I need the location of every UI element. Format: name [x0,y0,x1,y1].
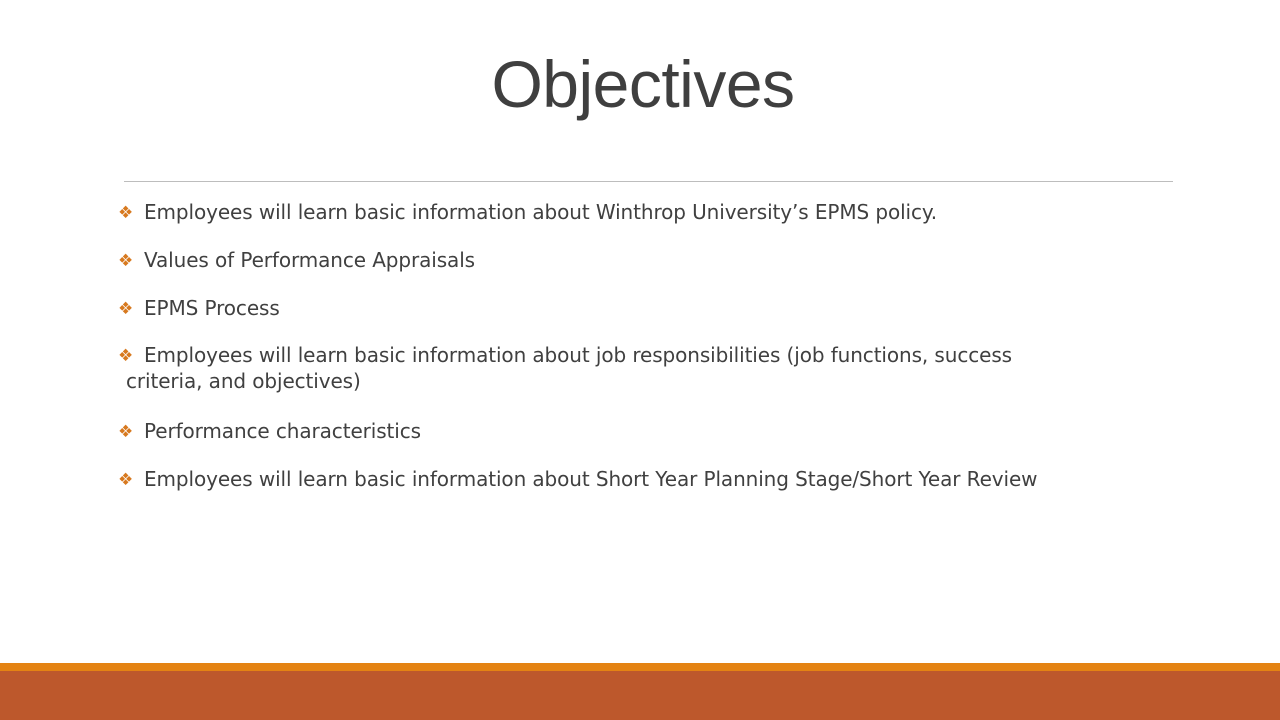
bullet-text: Employees will learn basic information about job responsibilities (job functions, success [144,343,1012,367]
bullet-text: EPMS Process [144,296,280,320]
bullet-text-continuation: criteria, and objectives) [126,369,361,393]
bullet-text: Performance characteristics [144,419,421,443]
bullet-icon: ❖ [118,422,134,442]
footer-band [0,671,1280,720]
bullet-icon: ❖ [118,251,134,271]
list-item [118,419,1178,445]
list-item [118,200,1178,226]
bullet-icon: ❖ [118,299,134,319]
bullet-text: Values of Performance Appraisals [144,248,475,272]
slide-title: Objectives [491,47,795,121]
list-item [118,467,1178,493]
list-item [118,248,1178,274]
list-item [118,343,1178,394]
bullet-text: Employees will learn basic information about Winthrop University’s EPMS policy. [144,200,938,224]
bullet-icon: ❖ [118,203,134,223]
bullet-icon: ❖ [118,470,134,490]
footer-accent-stripe [0,663,1280,671]
bullet-icon: ❖ [118,346,134,366]
list-item [118,296,1178,322]
bullet-text: Employees will learn basic information about Short Year Planning Stage/Short Year Review [144,467,1038,491]
